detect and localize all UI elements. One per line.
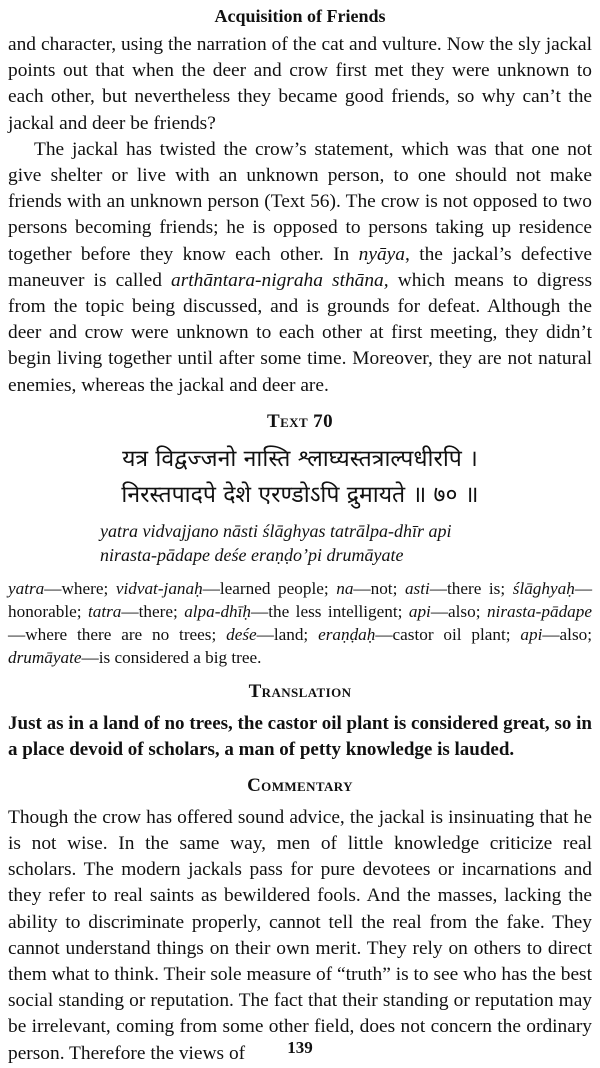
synonym-meaning: —also; [430, 601, 487, 621]
synonym-term: api [408, 601, 431, 621]
running-head: Acquisition of Friends [214, 6, 386, 26]
page-number: 139 [287, 1038, 313, 1057]
synonym-term: api [520, 624, 543, 644]
synonym-term: drumāyate [8, 647, 82, 667]
synonym-meaning: —land; [256, 624, 319, 644]
synonym-term: alpa-dhīḥ [184, 601, 252, 621]
synonym-term: vidvat-janaḥ [115, 578, 203, 598]
synonym-term: yatra [8, 578, 45, 598]
devanagari-line: निरस्तपादपे देशे एरण्डोऽपि द्रुमायते ॥ ७० ॥ [121, 481, 479, 508]
synonym-meaning: —the less intelligent; [251, 601, 409, 621]
synonym-term: tatra [87, 601, 122, 621]
transliteration-line: nirasta-pādape deśe eraṇḍo’pi drumāyate [100, 544, 404, 565]
synonym-meaning: —honorable; [8, 578, 592, 621]
synonym-term: na [336, 578, 354, 598]
synonym-term: ślāghyaḥ [512, 578, 575, 598]
synonym-meaning: —castor oil plant; [375, 624, 521, 644]
synonym-meaning: —there; [121, 601, 185, 621]
sanskrit-verse [8, 441, 592, 513]
commentary-heading: Commentary [247, 774, 353, 796]
para2-part2: , the jackal’s defective maneuver is called [8, 243, 592, 291]
devanagari-line: यत्र विद्वज्जनो नास्ति श्लाघ्यस्तत्राल्पधीरपि । [122, 445, 478, 472]
body-paragraph-2 [8, 137, 592, 399]
translation-heading: Translation [248, 680, 352, 702]
synonym-meaning: —there is; [429, 578, 513, 598]
transliteration-line: yatra vidvajjano nāsti ślāghyas tatrālpa-dhīr api [100, 520, 452, 541]
synonym-meaning: —also; [542, 624, 593, 644]
synonym-meaning: —where there are no trees; [8, 624, 227, 644]
synonym-term: eraṇḍaḥ [318, 624, 376, 644]
translation-text: Just as in a land of no trees, the castor oil plant is considered great, so in a place devoid of scholars, a man of petty knowledge is lauded. [8, 712, 592, 760]
synonym-meaning: —is considered a big tree. [81, 647, 262, 667]
transliteration [8, 519, 592, 567]
para2-part1: The jackal has twisted the crow’s statement, which was that one not give shelter or live with an unknown person, to one should not make friends with an unknown person (Text 56). The crow is not opposed to two persons becoming friends; he is opposed to persons taking up residence together before they know each other. In [8, 138, 592, 265]
body-paragraph-1: and character, using the narration of the cat and vulture. Now the sly jackal points out that when the deer and crow first met they were unknown to each other, but nevertheless they became good friends, so why can’t the jackal and deer be friends? [8, 34, 592, 134]
para2-part3: which means to digress from the topic being discussed, and is grounds for defeat. Although the deer and crow were unknown to each other at first meeting, they didn’t begin living together until after some time. Moreover, they are not natural enemies, whereas the jackal and deer are. [8, 269, 592, 396]
synonym-term: asti [404, 578, 430, 598]
synonym-meaning: —not; [353, 578, 405, 598]
synonym-term: nirasta-pādape [486, 601, 592, 621]
synonym-meaning: —where; [44, 578, 116, 598]
commentary-text: Though the crow has offered sound advice, the jackal is insinuating that he is not wise. In the same way, men of little knowledge criticize real scholars. The modern jackals pass for pure devotees or incarnations and they refer to real saints as bewildered fools. And the masses, lacking the ability to discriminate properly, cannot tell the real from the fake. They cannot understand things on their own merit. They rely on others to direct them what to think. Their sole measure of “truth” is to see who has the best social standing or reputation. The fact that their standing or reputation may be irrelevant, coming from some other field, does not concern the ordinary person. Therefore the views of [8, 806, 592, 1064]
term-arthantara: arthāntara-nigraha sthāna, [171, 269, 389, 291]
synonym-term: deśe [226, 624, 257, 644]
term-nyaya: nyāya [358, 243, 405, 265]
synonym-meaning: —learned people; [202, 578, 337, 598]
text-heading: Text 70 [267, 410, 333, 432]
word-for-word-synonyms [8, 577, 592, 669]
